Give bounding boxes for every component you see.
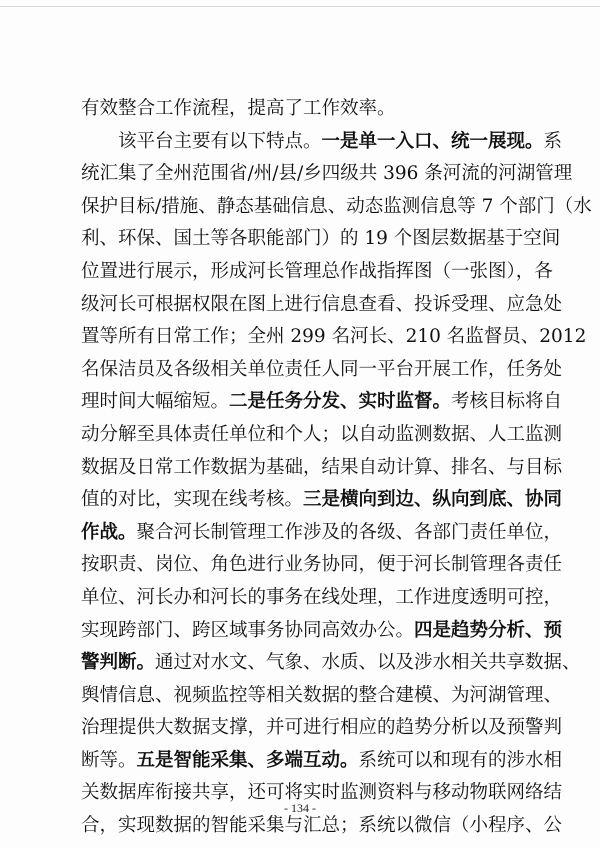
text-segment: 断等。 bbox=[81, 749, 137, 771]
body-text bbox=[81, 93, 592, 843]
text-segment: 聚合河长制管理工作涉及的各级、各部门责任单位， bbox=[136, 521, 563, 543]
text-segment: 有效整合工作流程，提高了工作效率。 bbox=[81, 98, 396, 119]
text-segment: 关数据库衔接共享，还可将实时监测资料与移动物联网络结 bbox=[81, 782, 563, 804]
text-segment: 单位、河长办和河长的事务在线处理，工作进度透明可控， bbox=[81, 586, 563, 608]
text-segment: 实现跨部门、跨区域事务协同高效办公。 bbox=[81, 619, 415, 641]
text-line bbox=[81, 386, 563, 419]
text-line bbox=[81, 549, 563, 582]
text-segment: 理时间大幅缩短。 bbox=[81, 391, 230, 413]
bold-phrase: 五是智能采集、多端互动。 bbox=[136, 749, 359, 771]
text-line bbox=[81, 680, 563, 713]
text-line bbox=[81, 452, 563, 485]
text-segment: 系 bbox=[543, 130, 563, 152]
text-line bbox=[81, 647, 581, 680]
text-segment: 合，实现数据的智能采集与汇总；系统以微信（小程序、公 bbox=[81, 815, 563, 837]
text-line bbox=[81, 484, 563, 517]
bold-phrase: 警判断。 bbox=[81, 652, 156, 674]
text-line bbox=[81, 256, 553, 289]
text-line bbox=[81, 745, 563, 778]
text-line bbox=[81, 354, 563, 387]
text-line bbox=[81, 191, 592, 224]
text-line bbox=[81, 517, 563, 550]
text-segment: 数据及日常工作数据为基础，结果自动计算、排名、与目标 bbox=[81, 456, 563, 478]
text-line bbox=[81, 712, 563, 745]
text-segment: 统汇集了全州范围省/州/县/乡四级共 396 条河流的河湖管理 bbox=[81, 163, 573, 185]
top-edge-rule bbox=[0, 6, 600, 7]
text-segment: 考核目标将自 bbox=[451, 391, 563, 413]
text-segment: 动分解至具体责任单位和个人；以自动监测数据、人工监测 bbox=[81, 423, 563, 445]
text-segment: 位置进行展示，形成河长管理总作战指挥图（一张图），各 bbox=[81, 260, 553, 282]
text-segment: 舆情信息、视频监控等相关数据的整合建模、为河湖管理、 bbox=[81, 684, 563, 706]
text-segment: 保护目标/措施、静态基础信息、动态监测信息等 7 个部门（水 bbox=[81, 195, 592, 217]
text-segment: 级河长可根据权限在图上进行信息查看、投诉受理、应急处 bbox=[81, 293, 563, 315]
text-segment: 该平台主要有以下特点。 bbox=[118, 130, 322, 152]
bold-phrase: 二是任务分发、实时监督。 bbox=[229, 391, 452, 413]
bold-phrase: 一是单一入口、统一展现。 bbox=[321, 130, 544, 152]
page-number: - 134 - bbox=[284, 801, 316, 815]
text-line bbox=[81, 158, 573, 191]
text-segment: 治理提供大数据支撑，并可进行相应的趋势分析以及预警判 bbox=[81, 717, 563, 739]
bold-phrase: 四是趋势分析、预 bbox=[414, 619, 563, 641]
text-segment: 名保洁员及各级相关单位责任人同一平台开展工作，任务处 bbox=[81, 358, 563, 380]
text-segment: 按职责、岗位、角色进行业务协同，便于河长制管理各责任 bbox=[81, 554, 563, 576]
text-segment: 置等所有日常工作；全州 299 名河长、210 名监督员、2012 bbox=[81, 326, 587, 348]
bold-phrase: 作战。 bbox=[81, 521, 137, 543]
text-line bbox=[81, 615, 563, 648]
text-line bbox=[81, 93, 521, 126]
text-line bbox=[81, 321, 587, 354]
text-line bbox=[81, 223, 561, 256]
text-line bbox=[81, 419, 563, 452]
text-segment: 系统可以和现有的涉水相 bbox=[358, 749, 563, 771]
text-line bbox=[81, 289, 563, 322]
text-segment: 利、环保、国土等各职能部门）的 19 个图层数据基于空间 bbox=[81, 228, 561, 250]
bold-phrase: 三是横向到边、纵向到底、协同 bbox=[303, 489, 563, 511]
text-line bbox=[81, 126, 563, 159]
text-segment: 通过对水文、气象、水质、以及涉水相关共享数据、 bbox=[155, 652, 581, 674]
text-segment: 值的对比，实现在线考核。 bbox=[81, 489, 304, 511]
text-line bbox=[81, 582, 563, 615]
